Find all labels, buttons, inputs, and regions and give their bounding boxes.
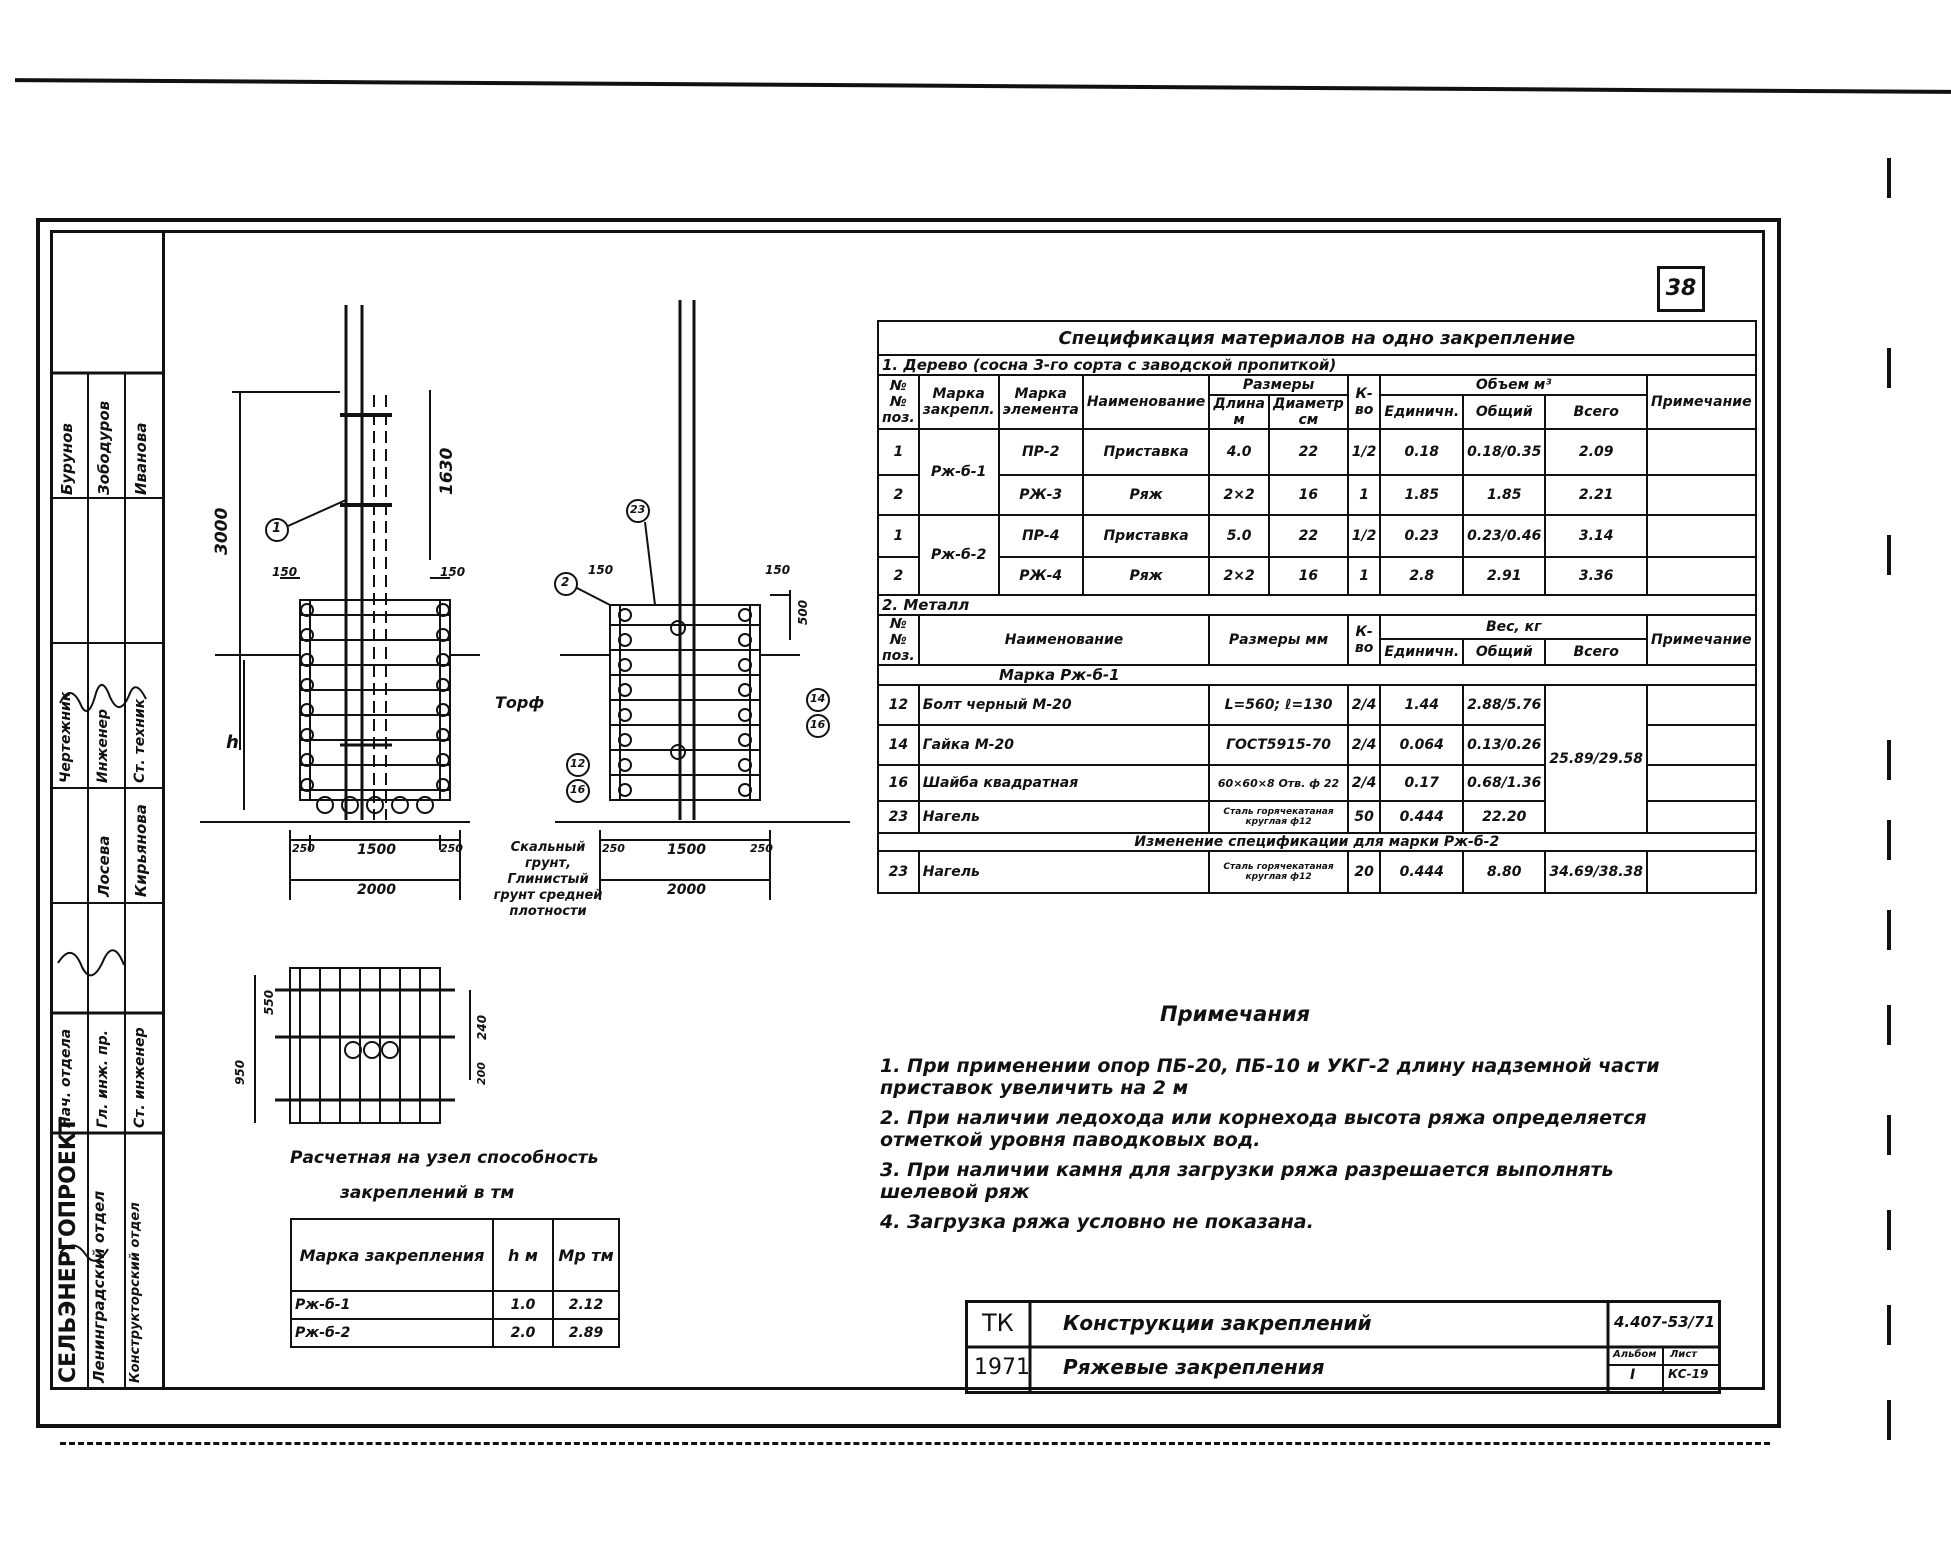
cell: 12	[878, 685, 919, 725]
cell: 50	[1348, 801, 1381, 833]
load-table	[290, 1218, 620, 1348]
change-heading: Изменение спецификации для марки Рж-б-2	[878, 833, 1756, 851]
stamp-title-2: Ряжевые закрепления	[1063, 1355, 1325, 1379]
cell: 1.44	[1380, 685, 1463, 725]
dim-3000: 3000	[212, 507, 232, 555]
metal-mark: Марка Рж-б-1	[878, 665, 1756, 685]
cell: ГОСТ5915-70	[1209, 725, 1347, 765]
stamp-sheet: КС-19	[1668, 1367, 1709, 1381]
dim-150-a: 150	[272, 565, 298, 579]
cell: 23	[878, 851, 919, 893]
cell: 22.20	[1463, 801, 1545, 833]
dim-250-c: 250	[602, 842, 625, 855]
dim-150-d: 150	[765, 563, 791, 577]
cell: 16	[878, 765, 919, 801]
label-torf: Торф	[495, 693, 545, 712]
cell: Ряж	[1083, 475, 1210, 515]
dim-250-a: 250	[292, 842, 315, 855]
col-total: Общий	[1463, 395, 1545, 429]
soil-line: грунт,	[524, 856, 572, 871]
callout-16b: 16	[570, 783, 586, 796]
cell: Болт черный М-20	[919, 685, 1210, 725]
col-num: №№ поз.	[878, 375, 919, 429]
cell: 2.09	[1545, 429, 1647, 475]
sidebar-org-3: Конструкторский отдел	[128, 1202, 143, 1383]
col-name: Наименование	[1083, 375, 1210, 429]
cell: 2	[878, 557, 919, 595]
cell: 2/4	[1348, 725, 1381, 765]
cell: 0.23	[1380, 515, 1463, 557]
cell: 1	[1348, 557, 1381, 595]
title-stamp	[965, 1300, 1721, 1394]
cell: 16	[1269, 475, 1348, 515]
table-row	[878, 515, 1756, 557]
cell: 0.444	[1380, 851, 1463, 893]
spec-title: Спецификация материалов на одно закрепление	[878, 321, 1756, 355]
table-row	[878, 475, 1756, 515]
dim-2000-b: 2000	[667, 882, 706, 898]
cell: Нагель	[919, 801, 1210, 833]
cell: 16	[1269, 557, 1348, 595]
dim-2000-a: 2000	[357, 882, 396, 898]
dim-1630: 1630	[437, 447, 457, 495]
cell: 22	[1269, 429, 1348, 475]
sidebar-org-1: СЕЛЬЭНЕРГОПРОЕКТ	[56, 1117, 81, 1383]
cell: 2.91	[1463, 557, 1545, 595]
cell: 3.36	[1545, 557, 1647, 595]
bottom-edge-line	[60, 1442, 1770, 1445]
col-length: Длина м	[1209, 395, 1269, 429]
load-caption-1: Расчетная на узел способность	[290, 1148, 599, 1168]
cell: 2.21	[1545, 475, 1647, 515]
stamp-tk: ТК	[982, 1309, 1014, 1337]
m-col-unit: Единичн.	[1380, 639, 1463, 665]
cell: РЖ-4	[999, 557, 1083, 595]
note-item: 2. При наличии ледохода или корнехода высота ряжа определяется отметкой уровня паводковых вод.	[880, 1107, 1647, 1151]
cell	[1647, 475, 1756, 515]
cell: Нагель	[919, 851, 1210, 893]
table-row	[878, 429, 1756, 475]
dim-150-c: 150	[588, 563, 614, 577]
dim-1500-b: 1500	[667, 842, 706, 858]
cell: 2×2	[1209, 557, 1269, 595]
cell: Рж-б-1	[919, 429, 999, 515]
cell: 1.85	[1380, 475, 1463, 515]
col-note: Примечание	[1647, 375, 1756, 429]
load-col-mp: Мр тм	[553, 1219, 619, 1291]
cell: 2/4	[1348, 765, 1381, 801]
cell: Гайка М-20	[919, 725, 1210, 765]
wood-heading: 1. Дерево (сосна 3-го сорта с заводской пропиткой)	[878, 355, 1756, 375]
table-row	[291, 1291, 619, 1319]
cell: ПР-2	[999, 429, 1083, 475]
sidebar-role-1: Нач. отдела	[58, 1028, 74, 1128]
soil-line: плотности	[509, 904, 587, 919]
sidebar-role-3: Ст. инженер	[132, 1027, 148, 1128]
cell: 0.23/0.46	[1463, 515, 1545, 557]
col-sizes: Размеры	[1209, 375, 1347, 395]
callout-2: 2	[561, 575, 570, 589]
cell	[1647, 851, 1756, 893]
m-col-num: №№ поз.	[878, 615, 919, 665]
col-sum: Всего	[1545, 395, 1647, 429]
cell	[1647, 557, 1756, 595]
cell: 1	[878, 429, 919, 475]
note-item: 1. При применении опор ПБ-20, ПБ-10 и УКГ-2 длину надземной части приставок увеличить на 2 м	[880, 1055, 1660, 1099]
cell: 0.13/0.26	[1463, 725, 1545, 765]
m-col-weight: Вес, кг	[1380, 615, 1647, 639]
stamp-album: I	[1630, 1367, 1636, 1383]
m-col-note: Примечание	[1647, 615, 1756, 665]
dim-200: 200	[475, 1062, 488, 1085]
dim-150-b: 150	[440, 565, 466, 579]
sidebar-role-5: Инженер	[95, 708, 111, 783]
soil-label	[478, 840, 618, 920]
h-label: h	[226, 732, 239, 753]
cell: 0.444	[1380, 801, 1463, 833]
dim-1500-a: 1500	[357, 842, 396, 858]
cell: 1	[1348, 475, 1381, 515]
cell: 22	[1269, 515, 1348, 557]
stamp-sheet-label: Лист	[1670, 1349, 1698, 1360]
cell: 2/4	[1348, 685, 1381, 725]
cell: 0.17	[1380, 765, 1463, 801]
col-volume: Объем м³	[1380, 375, 1647, 395]
callout-16: 16	[810, 718, 826, 731]
notes-title: Примечания	[1160, 1002, 1311, 1026]
stamp-title-1: Конструкции закреплений	[1063, 1311, 1372, 1335]
callout-23: 23	[630, 503, 646, 516]
cell: Приставка	[1083, 515, 1210, 557]
cell: 1.0	[493, 1291, 553, 1319]
notes-list	[880, 1055, 1700, 1241]
cell: 2.88/5.76	[1463, 685, 1545, 725]
cell: Ряж	[1083, 557, 1210, 595]
sheet-number-box: 38	[1657, 266, 1705, 312]
cell: Рж-б-1	[291, 1291, 493, 1319]
dim-500: 500	[796, 599, 810, 625]
table-row	[878, 685, 1756, 725]
cell: 2	[878, 475, 919, 515]
sidebar-role-6: Ст. техник	[132, 698, 148, 783]
cell: 2.8	[1380, 557, 1463, 595]
cell: 23	[878, 801, 919, 833]
sidebar-name-5: Кирьянова	[132, 804, 150, 897]
sidebar-role-4: Чертежник	[58, 691, 74, 783]
col-diameter: Диаметр см	[1269, 395, 1348, 429]
callout-14: 14	[810, 692, 826, 705]
sidebar-role-2: Гл. инж. пр.	[95, 1030, 111, 1128]
cell: 2.89	[553, 1319, 619, 1347]
table-row	[878, 851, 1756, 893]
cell: 34.69/38.38	[1545, 851, 1647, 893]
dim-250-b: 250	[440, 842, 463, 855]
cell: 2.12	[553, 1291, 619, 1319]
cell: 2.0	[493, 1319, 553, 1347]
dim-240: 240	[475, 1014, 489, 1040]
table-row	[878, 557, 1756, 595]
cell: 20	[1348, 851, 1381, 893]
load-caption-2: закреплений в тм	[340, 1183, 515, 1203]
table-row	[291, 1319, 619, 1347]
spec-table	[877, 320, 1757, 894]
cell: 0.064	[1380, 725, 1463, 765]
cell: 25.89/29.58	[1545, 685, 1647, 833]
dim-550: 550	[262, 989, 276, 1015]
soil-line: грунт средней	[493, 888, 603, 903]
dim-950: 950	[233, 1059, 247, 1085]
col-unit: Единичн.	[1380, 395, 1463, 429]
load-col-h: h м	[493, 1219, 553, 1291]
soil-line: Скальный	[510, 840, 586, 855]
m-col-sum: Всего	[1545, 639, 1647, 665]
load-col-mark: Марка закрепления	[291, 1219, 493, 1291]
cell: Сталь горячекатаная круглая ф12	[1209, 801, 1347, 833]
cell	[1647, 685, 1756, 725]
sidebar-name-1: Бурунов	[58, 423, 76, 495]
soil-line: Глинистый	[507, 872, 589, 887]
cell: 14	[878, 725, 919, 765]
cell	[1647, 725, 1756, 765]
cell	[1647, 801, 1756, 833]
col-mark-elem: Марка элемента	[999, 375, 1083, 429]
cell: Сталь горячекатаная круглая ф12	[1209, 851, 1347, 893]
note-item: 4. Загрузка ряжа условно не показана.	[880, 1211, 1314, 1233]
m-col-qty: К-во	[1348, 615, 1381, 665]
cell: Шайба квадратная	[919, 765, 1210, 801]
sidebar-name-4: Лосева	[95, 835, 113, 897]
cell: 4.0	[1209, 429, 1269, 475]
cell	[1647, 515, 1756, 557]
sidebar-name-3: Иванова	[132, 422, 150, 495]
cell	[1647, 429, 1756, 475]
cell: 1/2	[1348, 515, 1381, 557]
cell: 0.18	[1380, 429, 1463, 475]
stamp-album-label: Альбом	[1613, 1349, 1657, 1360]
cell: РЖ-3	[999, 475, 1083, 515]
note-item: 3. При наличии камня для загрузки ряжа разрешается выполнять шелевой ряж	[880, 1159, 1614, 1203]
cell: 5.0	[1209, 515, 1269, 557]
cell	[1647, 765, 1756, 801]
cell: 0.18/0.35	[1463, 429, 1545, 475]
cell: 0.68/1.36	[1463, 765, 1545, 801]
sidebar-name-2: Зободуров	[95, 400, 113, 495]
cell: Рж-б-2	[919, 515, 999, 595]
cell: 1	[878, 515, 919, 557]
dim-250-d: 250	[750, 842, 773, 855]
cell: 1/2	[1348, 429, 1381, 475]
cell: 3.14	[1545, 515, 1647, 557]
callout-12: 12	[570, 757, 586, 770]
cell: L=560; ℓ=130	[1209, 685, 1347, 725]
stamp-year: 1971	[974, 1355, 1030, 1380]
cell: 60×60×8 Отв. ф 22	[1209, 765, 1347, 801]
sidebar-org-2: Ленинградский отдел	[90, 1190, 108, 1383]
cell: Приставка	[1083, 429, 1210, 475]
m-col-name: Наименование	[919, 615, 1210, 665]
metal-heading: 2. Металл	[878, 595, 1756, 615]
col-qty: К-во	[1348, 375, 1381, 429]
stamp-code: 4.407-53/71	[1614, 1313, 1715, 1331]
m-col-sizes: Размеры мм	[1209, 615, 1347, 665]
cell: Рж-б-2	[291, 1319, 493, 1347]
callout-1: 1	[272, 521, 282, 536]
col-mark-fix: Марка закрепл.	[919, 375, 999, 429]
cell: 1.85	[1463, 475, 1545, 515]
cell: ПР-4	[999, 515, 1083, 557]
cell: 8.80	[1463, 851, 1545, 893]
cell: 2×2	[1209, 475, 1269, 515]
m-col-total: Общий	[1463, 639, 1545, 665]
